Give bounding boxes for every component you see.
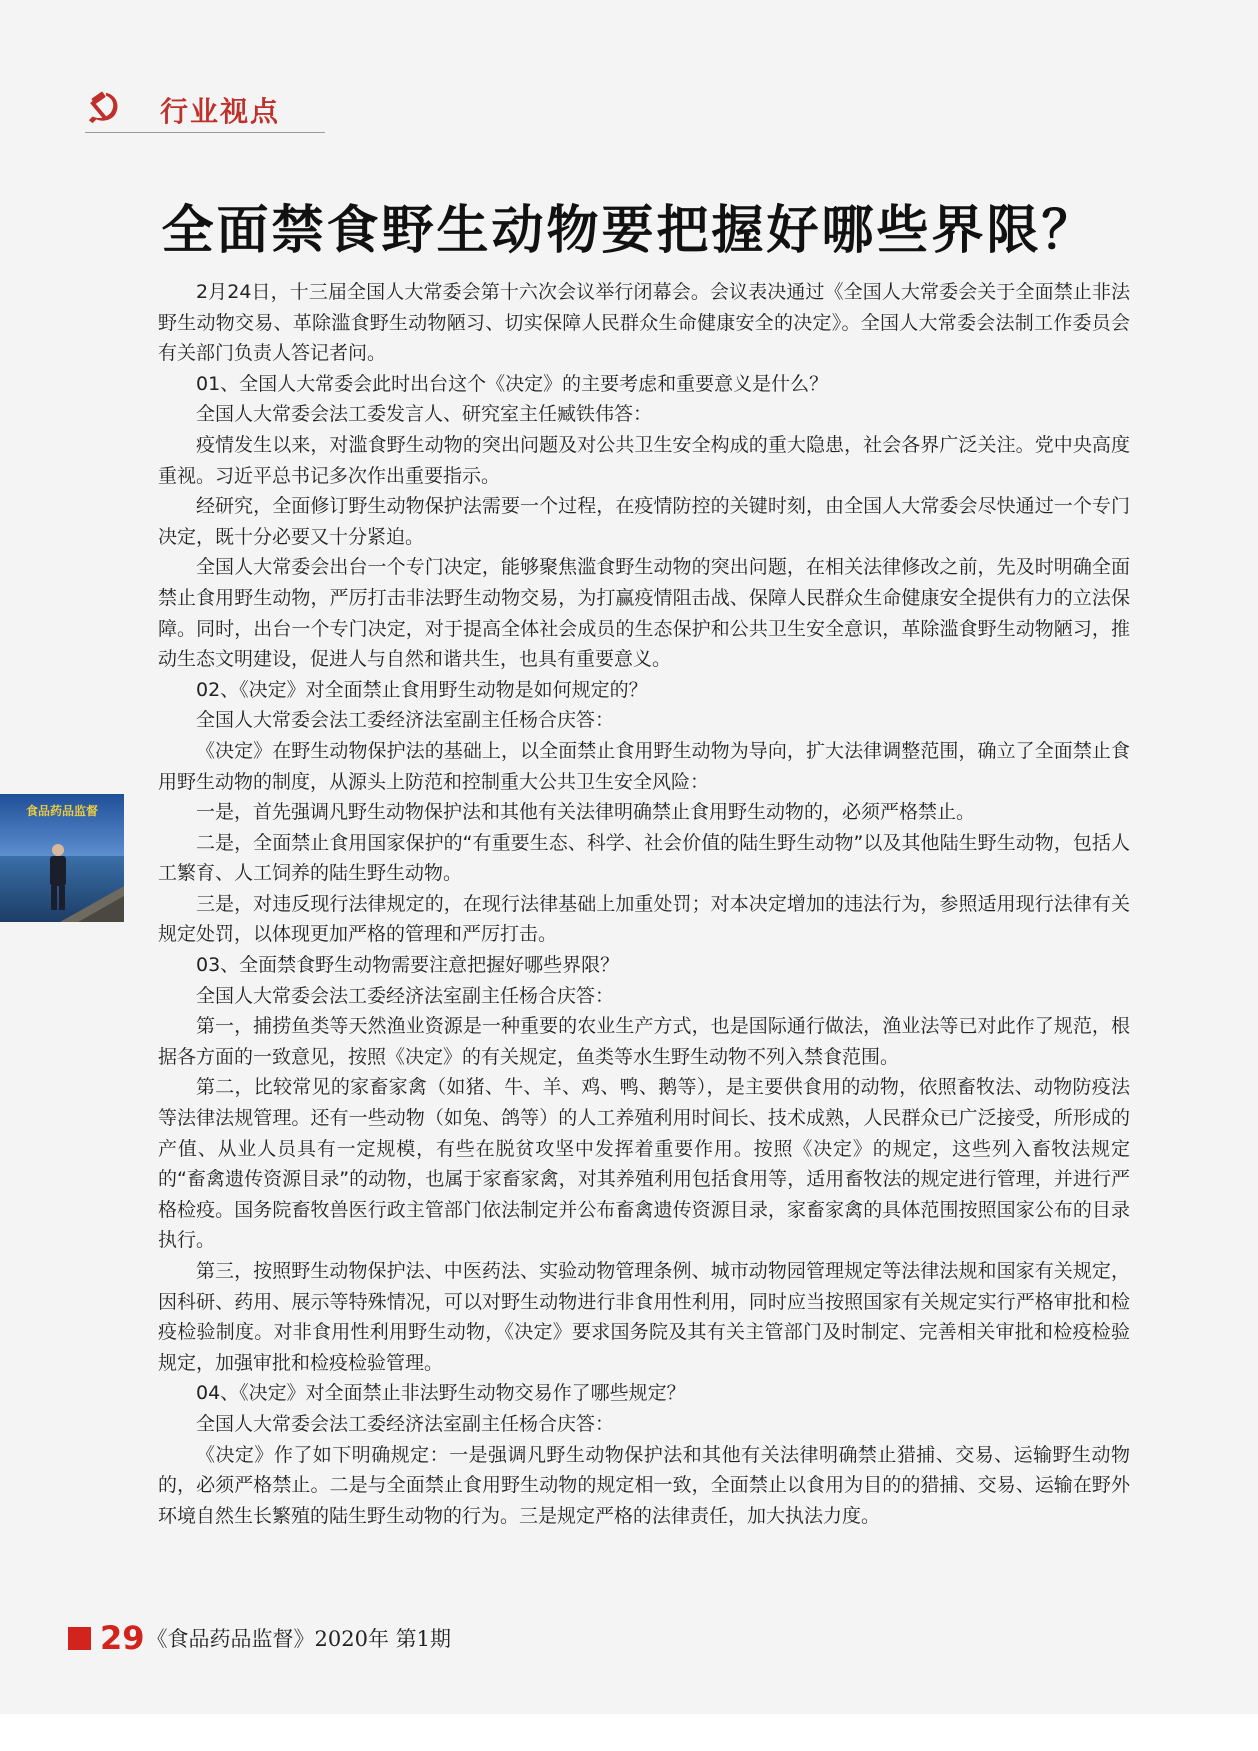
photo-label: 食品药品监督 [25, 804, 98, 818]
question-heading: 01、全国人大常委会此时出台这个《决定》的主要考虑和重要意义是什么？ [196, 372, 829, 395]
page-number: 29 [100, 1619, 145, 1657]
paragraph: 疫情发生以来，对滥食野生动物的突出问题及对公共卫生安全构成的重大隐患，社会各界广泛关注。党中央高度重视。习近平总书记多次作出重要指示。 [158, 433, 1130, 487]
journal-issue: 《食品药品监督》2020年 第1期 [146, 1627, 452, 1651]
speaker-line: 全国人大常委会法工委经济法室副主任杨合庆答： [196, 984, 615, 1007]
question-heading: 04、《决定》对全面禁止非法野生动物交易作了哪些规定？ [196, 1382, 686, 1405]
author-photo [0, 794, 124, 922]
article-body [158, 277, 1130, 1531]
paragraph: 2月24日，十三届全国人大常委会第十六次会议举行闭幕会。会议表决通过《全国人大常委会关于全面禁止非法野生动物交易、革除滥食野生动物陋习、切实保障人民群众生命健康安全的决定》。全国人大常委会法制工作委员会有关部门负责人答记者问。 [158, 281, 1130, 365]
speaker-line: 全国人大常委会法工委经济法室副主任杨合庆答： [196, 1412, 615, 1435]
speaker-line: 全国人大常委会法工委经济法室副主任杨合庆答： [196, 709, 615, 732]
paragraph: 第二，比较常见的家畜家禽（如猪、牛、羊、鸡、鸭、鹅等），是主要供食用的动物，依照畜牧法、动物防疫法等法律法规管理。还有一些动物（如兔、鸽等）的人工养殖利用时间长、技术成熟，人民群众已广泛接受，所形成的产值、从业人员具有一定规模，有些在脱贫攻坚中发挥着重要作用。按照《决定》的规定，这些列入畜牧法规定的“畜禽遗传资源目录”的动物，也属于家畜家禽，对其养殖利用包括食用等，适用畜牧法的规定进行管理，并进行严格检疫。国务院畜牧兽医行政主管部门依法制定并公布畜禽遗传资源目录，家畜家禽的具体范围按照国家公布的目录执行。 [158, 1076, 1130, 1252]
speaker-line: 全国人大常委会法工委发言人、研究室主任臧铁伟答： [196, 403, 653, 426]
section-title: 行业视点 [160, 95, 281, 128]
question-heading: 03、全面禁食野生动物需要注意把握好哪些界限？ [196, 954, 620, 977]
paragraph: 第一，捕捞鱼类等天然渔业资源是一种重要的农业生产方式，也是国际通行做法，渔业法等已对此作了规范，根据各方面的一致意见，按照《决定》的有关规定，鱼类等水生野生动物不列入禁食范围。 [158, 1015, 1130, 1068]
paragraph: 第三，按照野生动物保护法、中医药法、实验动物管理条例、城市动物园管理规定等法律法规和国家有关规定，因科研、药用、展示等特殊情况，可以对野生动物进行非食用性利用，同时应当按照国家有关规定实行严格审批和检疫检验制度。对非食用性利用野生动物，《决定》要求国务院及其有关主管部门及时制定、完善相关审批和检疫检验规定，加强审批和检疫检验管理。 [158, 1260, 1130, 1374]
bottom-strip [0, 1714, 1258, 1751]
paragraph: 《决定》在野生动物保护法的基础上，以全面禁止食用野生动物为导向，扩大法律调整范围，确立了全面禁止食用野生动物的制度，从源头上防范和控制重大公共卫生安全风险： [158, 739, 1130, 793]
paragraph: 经研究，全面修订野生动物保护法需要一个过程，在疫情防控的关键时刻，由全国人大常委会尽快通过一个专门决定，既十分必要又十分紧迫。 [158, 495, 1130, 548]
section-header [85, 84, 325, 133]
paragraph: 《决定》作了如下明确规定：一是强调凡野生动物保护法和其他有关法律明确禁止猎捕、交易、运输野生动物的，必须严格禁止。二是与全面禁止食用野生动物的规定相一致，全面禁止以食用为目的的猎捕、交易、运输在野外环境自然生长繁殖的陆生野生动物的行为。三是规定严格的法律责任，加大执法力度。 [158, 1443, 1130, 1527]
footer [68, 1620, 451, 1656]
footer-marker-icon [68, 1627, 91, 1650]
paragraph: 二是，全面禁止食用国家保护的“有重要生态、科学、社会价值的陆生野生动物”以及其他陆生野生动物，包括人工繁育、人工饲养的陆生野生动物。 [158, 831, 1130, 885]
paragraph: 一是，首先强调凡野生动物保护法和其他有关法律明确禁止食用野生动物的，必须严格禁止。 [196, 801, 976, 824]
paragraph: 三是，对违反现行法律规定的，在现行法律基础上加重处罚；对本决定增加的违法行为，参照适用现行法律有关规定处罚，以体现更加严格的管理和严厉打击。 [158, 892, 1130, 946]
hammer-sickle-icon [85, 88, 123, 126]
paragraph: 全国人大常委会出台一个专门决定，能够聚焦滥食野生动物的突出问题，在相关法律修改之前，先及时明确全面禁止食用野生动物，严厉打击非法野生动物交易，为打赢疫情阻击战、保障人民群众生命健康安全提供有力的立法保障。同时，出台一个专门决定，对于提高全体社会成员的生态保护和公共卫生安全意识，革除滥食野生动物陋习，推动生态文明建设，促进人与自然和谐共生，也具有重要意义。 [158, 556, 1130, 671]
question-heading: 02、《决定》对全面禁止食用野生动物是如何规定的？ [196, 678, 648, 701]
article-title: 全面禁食野生动物要把握好哪些界限？ [161, 200, 1097, 261]
